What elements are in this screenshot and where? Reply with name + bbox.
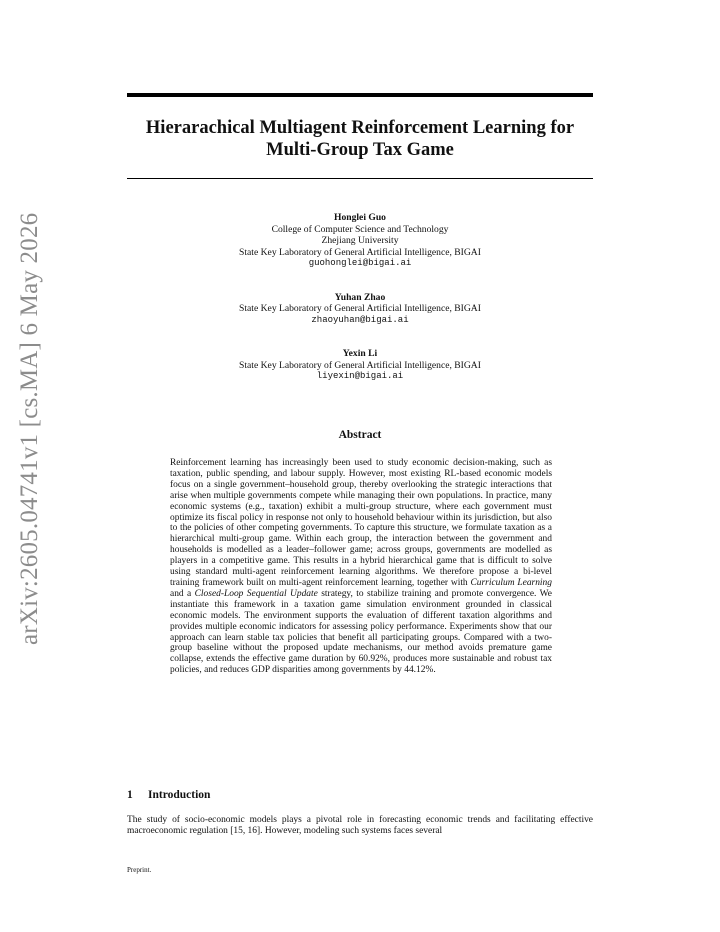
section-number: 1 — [127, 789, 133, 801]
title-top-rule — [127, 93, 593, 97]
author-block — [127, 212, 593, 270]
paper-title-line-1: Hierarachical Multiagent Reinforcement Learning for — [145, 118, 575, 138]
author-name: Yuhan Zhao — [334, 291, 386, 303]
abstract-heading: Abstract — [338, 429, 382, 441]
introduction-text: The study of socio-economic models plays a pivotal role in forecasting economic trends and facilitating effective macroeconomic regulation [15, 16]. However, modeling such systems faces several — [127, 815, 593, 836]
abstract-text-part-1: Reinforcement learning has increasingly been used to study economic decision-making, such as taxation, public spending, and labour supply. However, most existing RL-based economic models focus on a single government–household group, thereby overlooking the strategic interactions that arise when multiple governments compete while managing their own populations. In practice, many economic systems (e.g., taxation) exhibit a multi-group structure, where each government must optimize its fiscal policy in response not only to household behaviour within its jurisdiction, but also to the policies of other competing governments. To capture this structure, we formulate taxation as a hierarchical multi-group game. Within each group, the interaction between the government and households is modelled as a leader–follower game; across groups, governments are modelled as players in a competitive game. This results in a hybrid hierarchical game that is difficult to solve using standard multi-agent reinforcement learning algorithms. We therefore propose a bi-level training framework built on multi-agent reinforcement learning, together with — [170, 458, 552, 588]
paper-title-line-2: Multi-Group Tax Game — [266, 140, 454, 160]
author-email: liyexin@bigai.ai — [316, 371, 404, 381]
abstract-text — [170, 458, 552, 676]
paper-title — [127, 117, 593, 161]
author-block — [127, 348, 593, 383]
author-affiliation: College of Computer Science and Technology — [271, 223, 449, 235]
author-email: zhaoyuhan@bigai.ai — [311, 314, 409, 325]
abstract-text-part-2: and a — [170, 588, 195, 599]
footer-preprint-note: Preprint. — [127, 866, 152, 874]
author-block — [127, 292, 593, 327]
title-bottom-rule — [127, 178, 593, 179]
abstract-emphasis-curriculum-learning: Curriculum Learning — [470, 577, 552, 588]
abstract-emphasis-closed-loop-update: Closed-Loop Sequential Update — [194, 588, 318, 599]
author-affiliation: Zhejiang University — [321, 235, 399, 246]
introduction-heading — [127, 789, 593, 801]
author-list — [127, 212, 593, 405]
author-affiliation: State Key Laboratory of General Artificial Intelligence, BIGAI — [239, 246, 481, 258]
abstract-text-part-3: strategy, to stabilize training and promote convergence. We instantiate this framework in a taxation game simulation environment grounded in classical economic models. The environment supports the evaluation of different taxation algorithms and provides multiple economic indicators for assessing policy performance. Experiments show that our approach can learn stable tax policies that benefit all participating groups. Compared with a two-group baseline without the proposed update mechanisms, our method avoids premature game collapse, extends the effective game duration by 60.92%, produces more sustainable and robust tax policies, and reduces GDP disparities among governments by 44.12%. — [170, 588, 552, 676]
author-email: guohonglei@bigai.ai — [308, 258, 412, 268]
author-name: Honglei Guo — [334, 212, 386, 223]
author-name: Yexin Li — [342, 348, 378, 359]
section-title: Introduction — [148, 789, 211, 801]
arxiv-margin-stamp: arXiv:2605.04741v1 [cs.MA] 6 May 2026 — [16, 212, 43, 645]
author-affiliation: State Key Laboratory of General Artificial Intelligence, BIGAI — [239, 359, 481, 371]
author-affiliation: State Key Laboratory of General Artificial Intelligence, BIGAI — [239, 303, 481, 314]
